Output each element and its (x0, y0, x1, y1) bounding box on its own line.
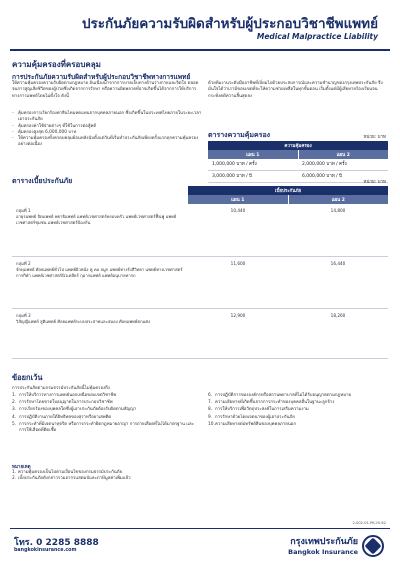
coverage-table (208, 141, 388, 183)
table-row (12, 204, 388, 256)
exclusion-text: การปฏิบัติการขององค์กรหรือสถานพยาบาลที่ไม่ได้รับอนุญาตตามกฎหมาย (215, 393, 351, 398)
table-row (208, 159, 388, 171)
exclusion-text: การเรียกร้องของบุคคลใดซึ่งผู้เอาประกันภัยต้องรับผิดตามสัญญา (19, 407, 137, 413)
premium-table-unit: หน่วย: บาท (363, 180, 386, 185)
exclusion-text: ความเสียหายที่เกิดขึ้นจากการกระทำของบุคคลอื่นในฐานะลูกจ้าง (215, 400, 335, 406)
exclusion-text: ความเสียหายต่อทรัพย์สินของบุคคลภายนอก (215, 421, 296, 427)
list-item: 8. การให้บริการเพื่อวัตถุประสงค์ในการเสริมความงาม (208, 407, 309, 413)
exclusion-text: การให้บริการทางการแพทย์นอกเหนือขอบเขตวิชาชีพ (19, 393, 117, 398)
document-code: 2-002-01-PK-20-62 (352, 521, 386, 525)
company-logo (288, 533, 384, 559)
list-item: 7. ความเสียหายที่เกิดขึ้นจากการกระทำของบุคคลอื่นในฐานะลูกจ้าง (208, 400, 335, 406)
premium-table (12, 186, 388, 359)
coverage-bullet: - คุ้มครองการเรียกร้องค่าสินไหมทดแทนจากบุคคลภายนอก ซึ่งเกิดขึ้นในประเทศไทยภายในระยะเวลาเอาประกันภัย (12, 111, 202, 124)
premium-table-title: ตารางเบี้ยประกันภัย (12, 177, 73, 185)
list-item: 6. การปฏิบัติการขององค์กรหรือสถานพยาบาลที่ไม่ได้รับอนุญาตตามกฎหมาย (208, 393, 351, 398)
coverage-bullet: - คุ้มครองสูงสุด 6,000,000 บาท (12, 130, 202, 136)
coverage-bullet: - ให้ความคุ้มครองทั้งครอบคลุมย้อนหลังนับตั้งแต่วันที่เริ่มทำประกันภัยเพียงครั้งแรกทุกความคุ้มครองอย่างต่อเนื่อง (12, 136, 202, 149)
premium-group-desc (12, 204, 188, 256)
premium-cell: 16,440 (288, 256, 388, 308)
coverage-table-title: ตารางความคุ้มครอง (208, 131, 271, 139)
website-link[interactable]: bangkokinsurance.com (14, 548, 77, 553)
coverage-col-plan2: แผน 2 (298, 150, 388, 159)
coverage-paragraph-right: ด้วยทีมงานระดับมืออาชีพที่เปี่ยมไปด้วยประสบการณ์และความชำนาญของกรุงเทพประกันภัย จึงมั่นใจได้ว่าเรามีขอบเขตที่จะให้ความช่วยเหลือในทุกขั้นตอน เริ่มตั้งแต่มีผู้เสียหายร้องเรียนจนกระทั่งคดีความสิ้นสุดลง (208, 81, 383, 99)
premium-col-plan2: แผน 2 (288, 195, 388, 204)
list-item: 9. การรักษาด้วยโดยเจตนาของผู้เอาประกันภัย (208, 414, 295, 420)
premium-group-name: กลุ่มที่ 2 (16, 260, 31, 266)
logo-seal-icon (362, 535, 384, 557)
phone-number[interactable]: โทร. 0 2285 8888 (14, 538, 99, 548)
coverage-bullet: - คุ้มครองค่าใช้จ่ายต่างๆ ที่ใช้ในการต่อสู้คดี (12, 124, 202, 130)
remarks-list (12, 470, 131, 483)
premium-cell: 10,440 (188, 204, 288, 256)
exclusions-title: ข้อยกเว้น (12, 373, 43, 382)
title-english: Medical Malpractice Liability (256, 32, 378, 41)
list-item: 3. การเรียกร้องของบุคคลใดซึ่งผู้เอาประกันภัยต้องรับผิดตามสัญญา (12, 407, 137, 413)
coverage-cell: 1,000,000 บาท / ครั้ง (208, 159, 298, 171)
exclusion-text: การปฏิบัติงานภายใต้อิทธิพลของสุราหรือยาเสพติด (19, 414, 112, 420)
exclusions-list-left (12, 393, 200, 435)
remark-text: เบี้ยประกันภัยดังกล่าวรวมอากรแสตมป์และภาษีมูลค่าเพิ่มแล้ว (18, 476, 131, 482)
premium-cell: 18,260 (288, 308, 388, 358)
coverage-section-title: ความคุ้มครองที่ครอบคลุม (12, 60, 101, 69)
premium-cell: 11,600 (188, 256, 288, 308)
list-item: 2. เบี้ยประกันภัยดังกล่าวรวมอากรแสตมป์และภาษีมูลค่าเพิ่มแล้ว (12, 476, 131, 482)
remarks-title: หมายเหตุ (12, 465, 31, 470)
premium-group-desc (12, 308, 188, 358)
premium-group-name: กลุ่มที่ 1 (16, 208, 31, 213)
premium-group-detail: อายุรแพทย์ จิตแพทย์ พยาธิแพทย์ แพทย์เวชศาสตร์ครอบครัว แพทย์เวชศาสตร์ฟื้นฟู แพทย์เวชศาสตร์ชุมชน แพทย์เวชศาสตร์ป้องกัน (16, 214, 177, 225)
coverage-paragraph-left: ให้ความคุ้มครองความรับผิดตามกฎหมาย อันเนื่องมาจากการบาดเจ็บทางด้านร่างกายและจิตใจ ตลอดจนการสูญเสียชีวิตของผู้ป่วยซึ่งเกิดจากการรักษา หรือความผิดพลาดที่อาจเกิดขึ้นได้จากการให้บริการทางการแพทย์โดยไม่ตั้งใจ ดังนี้ (12, 81, 199, 99)
table-row (208, 171, 388, 183)
coverage-cell: 2,000,000 บาท / ครั้ง (298, 159, 388, 171)
coverage-table-unit: หน่วย: บาท (363, 135, 386, 140)
premium-col-plan1: แผน 1 (188, 195, 288, 204)
coverage-group-header: ความคุ้มครอง (208, 141, 388, 150)
list-item: 4. การปฏิบัติงานภายใต้อิทธิพลของสุราหรือยาเสพติด (12, 414, 112, 420)
page-header (0, 0, 400, 50)
table-row (12, 308, 388, 358)
coverage-cell: 3,000,000 บาท / ปี (208, 171, 298, 183)
exclusion-text: การให้บริการเพื่อวัตถุประสงค์ในการเสริมความงาม (215, 407, 309, 413)
header-divider (10, 49, 390, 51)
table-row (12, 256, 388, 308)
list-item: 1. ความคุ้มครองเป็นไปตามเงื่อนไขของกรมธรรม์ประกันภัย (12, 470, 123, 475)
premium-cell: 14,800 (288, 204, 388, 256)
exclusion-text: การรักษาด้วยโดยเจตนาของผู้เอาประกันภัย (215, 414, 295, 420)
coverage-cell: 6,000,000 บาท / ปี (298, 171, 388, 183)
premium-cell: 12,900 (188, 308, 288, 358)
exclusion-text: การรักษาโดยขาดใบอนุญาตในการประกอบวิชาชีพ (19, 400, 113, 406)
premium-group-header: เบี้ยประกันภัย (188, 186, 388, 195)
coverage-col-plan1: แผน 1 (208, 150, 298, 159)
title-thai: ประกันภัยความรับผิดสำหรับผู้ประกอบวิชาชีพแพทย์ (81, 16, 378, 32)
coverage-bullets (12, 111, 202, 149)
coverage-subtitle: การประกันภัยความรับผิดสำหรับผู้ประกอบวิชาชีพทางการแพทย์ (12, 73, 191, 81)
exclusions-list-right (208, 393, 388, 429)
list-item: 10. ความเสียหายต่อทรัพย์สินของบุคคลภายนอก (208, 421, 296, 427)
premium-group-detail: วิสัญญีแพทย์ สูติแพทย์ ศัลยแพทย์ระบบประสาทและสมอง ศัลยแพทย์ตกแต่ง (16, 318, 151, 324)
footer-divider (10, 528, 390, 529)
premium-group-name: กลุ่มที่ 3 (16, 312, 31, 318)
remark-text: ความคุ้มครองเป็นไปตามเงื่อนไขของกรมธรรม์ประกันภัย (18, 470, 123, 475)
list-item: 2. การรักษาโดยขาดใบอนุญาตในการประกอบวิชาชีพ (12, 400, 113, 406)
exclusion-text: การกระทำที่มีเจตนาทุจริต หรือการกระทำผิดกฎหมายอาญา การถ่ายเลือดที่ไม่ได้มาตรฐาน และการใช้เลือดที่ติดเชื้อ (19, 421, 194, 434)
logo-english-text: Bangkok Insurance (288, 547, 358, 556)
premium-group-detail: จักษุแพทย์ ศัลยแพทย์ทั่วไป แพทย์ผิวหนัง หู คอ จมูก แพทย์ทางรังสีวิทยา แพทย์ทางเวชศาสตร์การกีฬา แพทย์เวชศาสตร์นิวเคลียร์ กุมารแพทย์ แพทย์อนุบาลทารก (16, 266, 183, 278)
list-item: 5. การกระทำที่มีเจตนาทุจริต หรือการกระทำผิดกฎหมายอาญา การถ่ายเลือดที่ไม่ได้มาตรฐาน และการใช้เลือดที่ติดเชื้อ (12, 421, 194, 434)
premium-group-desc (12, 256, 188, 308)
exclusions-note: การประกันภัยตามกรมธรรม์ประกันภัยนี้ไม่คุ้มครองถึง (12, 386, 110, 391)
list-item: 1. การให้บริการทางการแพทย์นอกเหนือขอบเขตวิชาชีพ (12, 393, 117, 398)
logo-thai-text: กรุงเทพประกันภัย (290, 536, 358, 547)
